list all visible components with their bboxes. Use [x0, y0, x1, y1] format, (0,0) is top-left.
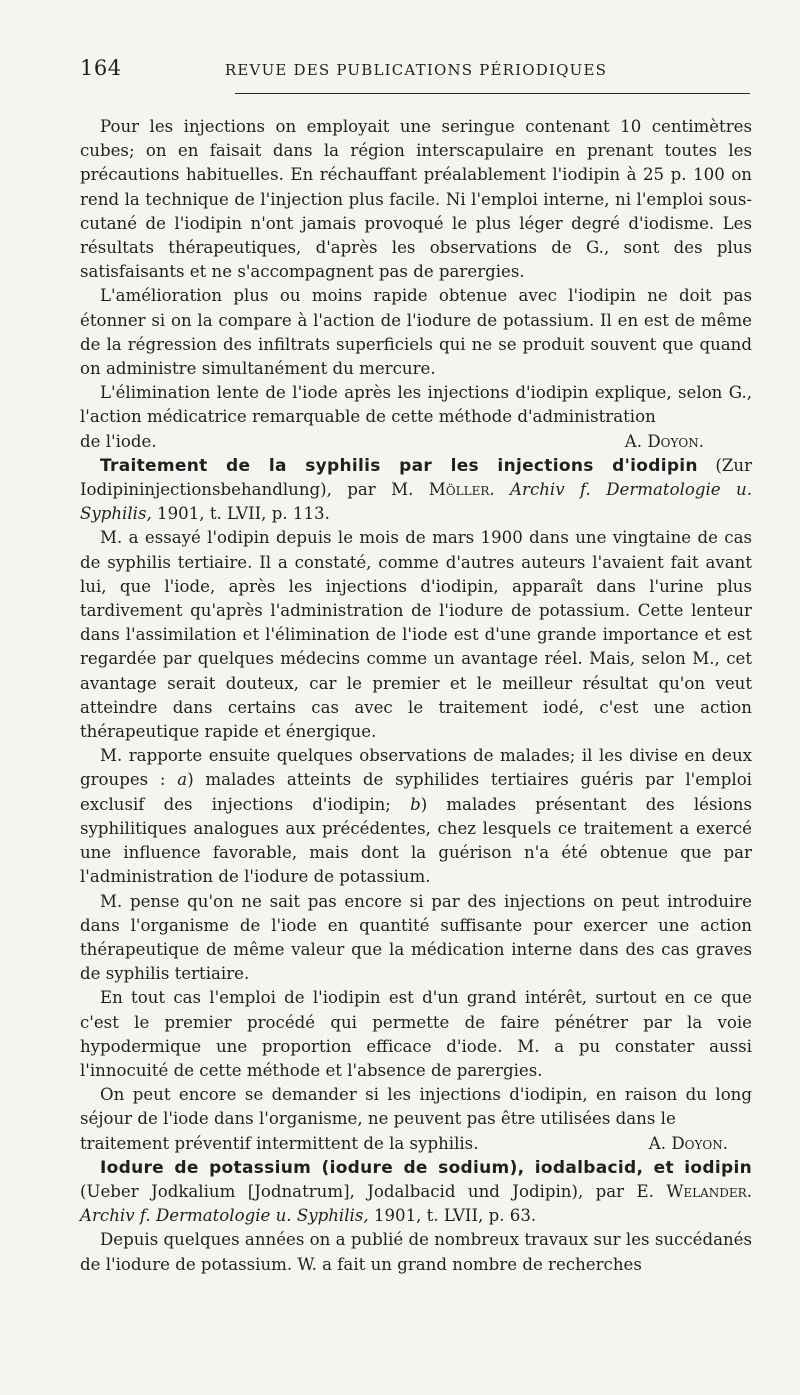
article-body [80, 115, 752, 1277]
header-rule [235, 93, 750, 94]
abstract-ref: (Zur Iodipininjectionsbehandlung), par M. [80, 455, 752, 500]
paragraph: Depuis quelques années on a publié de nombreux travaux sur les succédanés de l'iodure de potassium. W. a fait un grand nombre de recherches [80, 1230, 752, 1274]
abstract-ref: (Ueber Jodkalium [Jodnatrum], Jodalbacid und Jodipin), par E. [80, 1181, 667, 1201]
paragraph-end: traitement préventif intermittent de la syphilis. [80, 1133, 479, 1153]
abstract-ref: . [746, 1181, 752, 1201]
page-number: 164 [80, 56, 122, 80]
abstract-title: Traitement de la syphilis par les injections d'iodipin [100, 455, 698, 476]
list-letter: a [177, 770, 188, 790]
paragraph-text: M. rapporte ensuite quelques observations de malades; il les divise en deux groupes : [80, 746, 752, 790]
paragraph-text: ) malades atteints de syphilides tertiaires guéris par l'emploi exclusif des injections d'iodipin; [80, 770, 752, 814]
abstract-author: Welander [666, 1181, 747, 1201]
signature: A. Doyon. [648, 1133, 728, 1153]
signature: A. Doyon. [624, 431, 704, 451]
paragraph-last-line [80, 430, 752, 454]
running-head: REVUE DES PUBLICATIONS PÉRIODIQUES [224, 61, 608, 79]
page-header [80, 56, 752, 88]
paragraph: L'élimination lente de l'iode après les injections d'iodipin explique, selon G., l'action médicatrice remarquable de cette méthode d'administration [80, 383, 752, 427]
paragraph: M. pense qu'on ne sait pas encore si par des injections on peut introduire dans l'organisme de l'iode en quantité suffisante pour exercer une action thérapeutique de même valeur que la médication interne dans des cas graves de syphilis tertiaire. [80, 891, 752, 984]
paragraph: L'amélioration plus ou moins rapide obtenue avec l'iodipin ne doit pas étonner si on la compare à l'action de l'iodure de potassium. Il en est de même de la régression des infiltrats superficiels qui ne se produit souvent que quand on administre simultanément du mercure. [80, 286, 752, 379]
paragraph: En tout cas l'emploi de l'iodipin est d'un grand intérêt, surtout en ce que c'est le premier procédé qui permette de faire pénétrer par la voie hypodermique une proportion efficace d'iode. M. a pu constater aussi l'innocuité de cette méthode et l'absence de parergies. [80, 988, 752, 1080]
paragraph-text: ) malades présentant des lésions syphilitiques analogues aux précédentes, chez lesquels ce traitement a exercé une influence favorable, mais dont la guérison n'a été obtenue que par l'administration de l'iodure de potassium. [80, 794, 752, 887]
abstract-journal: Archiv f. Dermatologie u. Syphilis, [80, 1206, 369, 1226]
abstract-entry [80, 454, 752, 527]
paragraph: M. a essayé l'odipin depuis le mois de mars 1900 dans une vingtaine de cas de syphilis tertiaire. Il a constaté, comme d'autres auteurs l'avaient fait avant lui, que l'iode, après les injections d'iodipin, apparaît dans l'urine plus tardivement qu'après l'administration de l'iodure de potassium. Cette lenteur dans l'assimilation et l'élimination de l'iode est d'une grande importance et est regardée par quelques médecins comme un avantage réel. Mais, selon M., cet avantage serait douteux, car le premier et le meilleur résultat qu'on veut atteindre dans certains cas avec le traitement iodé, c'est une action thérapeutique rapide et énergique. [80, 528, 752, 742]
abstract-title: Iodure de potassium (iodure de sodium), iodalbacid, et iodipin [100, 1157, 752, 1178]
paragraph-end: de l'iode. [80, 431, 157, 451]
abstract-author: Möller [428, 480, 490, 500]
paragraph-last-line [80, 1132, 752, 1156]
abstract-ref: . [489, 480, 511, 500]
paragraph: On peut encore se demander si les injections d'iodipin, en raison du long séjour de l'iode dans l'organisme, ne peuvent pas être utilisées dans le [80, 1085, 752, 1129]
abstract-journal: Archiv f. Dermatologie u. Syphilis, [80, 480, 752, 524]
abstract-entry [80, 1156, 752, 1229]
abstract-ref: 1901, t. LVII, p. 63. [368, 1206, 537, 1226]
list-letter: b [410, 794, 421, 814]
paragraph [80, 744, 752, 889]
paragraph: Pour les injections on employait une seringue contenant 10 centimètres cubes; on en faisait dans la région interscapulaire en prenant toutes les précautions habituelles. En réchauffant préalablement l'iodipin à 25 p. 100 on rend la technique de l'injection plus facile. Ni l'emploi interne, ni l'emploi sous-cutané de l'iodipin n'ont jamais provoqué le plus léger degré d'iodisme. Les résultats thérapeutiques, d'après les observations de G., sont des plus satisfaisants et ne s'accompagnent pas de parergies. [80, 117, 752, 282]
abstract-ref: 1901, t. LVII, p. 113. [151, 504, 330, 524]
